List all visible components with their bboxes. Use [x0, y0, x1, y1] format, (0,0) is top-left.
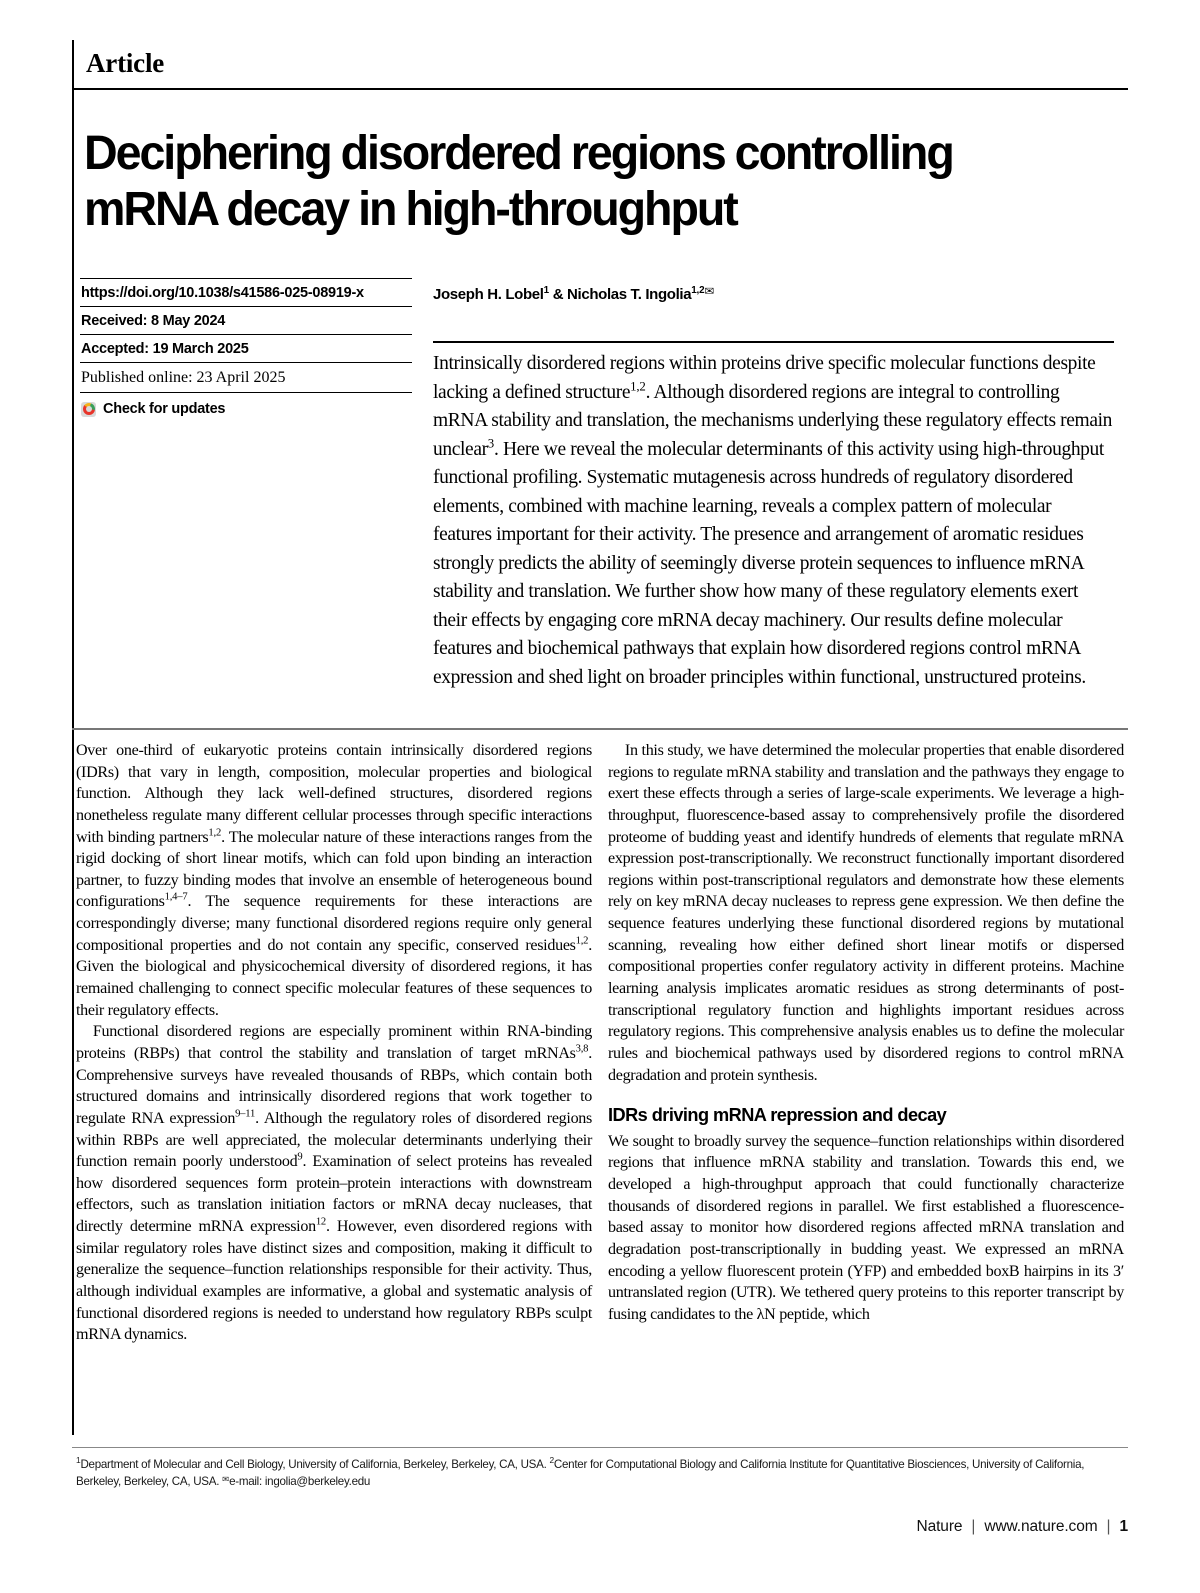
- text-c: . The sequence requirements for these interactions are correspondingly diverse; many functional disordered regions require only general compositional properties and do not contain any specific, conserved residues: [76, 893, 592, 954]
- affiliation-1: Department of Molecular and Cell Biology, University of California, Berkeley, Berkeley, CA, USA.: [80, 1458, 550, 1471]
- text-b: . Comprehensive surveys have revealed thousands of RBPs, which contain both structured domains and intrinsically disordered regions that work together to regulate RNA expression: [76, 1044, 592, 1127]
- check-for-updates-label: Check for updates: [103, 401, 226, 417]
- text-c: . Although the regulatory roles of disordered regions within RBPs are well appreciated, the molecular determinants underlying their function remain poorly understood: [76, 1109, 592, 1171]
- footnote-divider: [72, 1447, 1128, 1448]
- ref-9-11[interactable]: 9–11: [235, 1108, 256, 1120]
- text-b: . The molecular nature of these interactions ranges from the rigid docking of short linear motifs, which can fold upon binding an interaction partner, to fuzzy binding modes that involve an ensemble of heterogeneous bound configurations: [76, 828, 592, 911]
- ref-1-4-7[interactable]: 1,4–7: [164, 892, 188, 904]
- affiliations-footnote: [76, 1456, 1128, 1490]
- text-e: . However, even disordered regions with similar regulatory roles have distinct sizes and composition, making it difficult to generalize the sequence–function relationships responsible for their activity. Thus, although individual examples are informative, a global and systematic analysis of functional disordered regions is needed to understand how regulatory RBPs sculpt mRNA dynamics.: [76, 1218, 593, 1344]
- abstract-text-a: Intrinsically disordered regions within proteins drive specific molecular functions despite lacking a defined structure: [433, 353, 1096, 403]
- author-conjunction: & Nicholas T. Ingolia: [548, 286, 692, 303]
- abstract-text-c: . Here we reveal the molecular determinants of this activity using high-throughput functional profiling. Systematic mutagenesis across hundreds of regulatory disordered elements, combined with machine learning, reveals a complex pattern of molecular features important for their activity. The presence and arrangement of aromatic residues strongly predicts the ability of seemingly diverse protein sequences to influence mRNA stability and translation. We further show how many of these regulatory elements exert their effects by engaging core mRNA decay machinery. Our results define molecular features and biochemical pathways that explain how disordered regions control mRNA expression and shed light on broader principles within functional, unstructured proteins.: [433, 438, 1104, 688]
- footer-separator: |: [971, 1518, 976, 1535]
- paragraph-study-overview: In this study, we have determined the molecular properties that enable disordered regions to regulate mRNA stability and translation and the pathways they engage to exert these effects through a series of large-scale experiments. We leverage a high-throughput, fluorescence-based assay to comprehensively profile the disordered proteome of budding yeast and identify hundreds of elements that regulate mRNA expression post-transcriptionally. We reconstruct functionally important disordered regions within post-transcriptional regulators and demonstrate how these elements rely on key mRNA decay nucleases to repress gene expression. We then define the sequence features underlying these functional disordered regions by mutational scanning, revealing how either defined short linear motifs or dispersed compositional properties confer regulatory activity in different proteins. Machine learning analysis implicates aromatic residues as strong determinants of post-transcriptional regulatory function and highlights important residues across regulatory regions. This comprehensive analysis enables us to define the molecular rules and biochemical pathways used by disordered regions to control mRNA degradation and protein synthesis.: [608, 742, 1124, 1084]
- body-divider: [72, 728, 1128, 730]
- ref-1-2[interactable]: 1,2: [208, 827, 222, 839]
- paragraph-idrs-1: We sought to broadly survey the sequence–function relationships within disordered regions that influence mRNA stability and translation. Towards this end, we developed a high-throughput approach that could functionally characterize thousands of disordered regions in parallel. We first established a fluorescence-based assay to monitor how disordered regions affected mRNA translation and degradation post-transcriptionally in budding yeast. We expressed an mRNA encoding a yellow fluorescent protein (YFP) and embedded boxB hairpins in its 3′ untranslated region (UTR). We tethered query proteins to this reporter transcript by fusing candidates to the λN peptide, which: [608, 1132, 1124, 1323]
- abstract: [433, 350, 1114, 692]
- ref-3-8[interactable]: 3,8: [575, 1043, 589, 1055]
- email-envelope-icon: ✉: [222, 1474, 230, 1485]
- article-kicker: Article: [86, 48, 165, 78]
- article-metadata: [80, 278, 412, 422]
- ref-1-2-b[interactable]: 1,2: [575, 935, 589, 947]
- text-a: Functional disordered regions are especially prominent within RNA-binding proteins (RBPs) that control the stability and translation of target mRNAs: [76, 1023, 592, 1062]
- ref-9[interactable]: 9: [297, 1151, 303, 1163]
- abstract-text-b: . Although disordered regions are integral to controlling mRNA stability and translation, the mechanisms underlying these regulatory effects remain unclear: [433, 381, 1113, 460]
- footer-journal-name: Nature: [916, 1518, 963, 1535]
- page-title: Deciphering disordered regions controlling mRNA decay in high-throughput: [84, 127, 953, 236]
- author-first-affiliation: 1: [543, 285, 549, 296]
- check-for-updates-button[interactable]: [80, 393, 412, 422]
- published-date: Published online: 23 April 2025: [81, 369, 286, 386]
- page-spine-rule: [72, 40, 74, 1435]
- paragraph-intro-1: [76, 740, 592, 1021]
- affiliation-marker-2: 2: [549, 1455, 554, 1466]
- crossmark-icon: [81, 402, 96, 417]
- affiliation-marker-1: 1: [76, 1455, 81, 1466]
- footer-website[interactable]: www.nature.com: [984, 1518, 1098, 1535]
- affiliation-2: Center for Computational Biology and California Institute for Quantitative Biosciences, University of California, Berkeley, Berkeley, CA, USA.: [76, 1458, 1085, 1489]
- received-date: Received: 8 May 2024: [81, 313, 226, 329]
- page-footer: [916, 1518, 1128, 1536]
- corresponding-email[interactable]: e-mail: ingolia@berkeley.edu: [229, 1475, 371, 1489]
- author-list: [433, 286, 714, 303]
- body-column-right: [608, 740, 1124, 1325]
- footer-separator: |: [1106, 1518, 1111, 1535]
- abstract-ref-1[interactable]: 1,2: [630, 377, 646, 393]
- doi-link[interactable]: https://doi.org/10.1038/s41586-025-08919-x: [81, 285, 364, 301]
- author-first: Joseph H. Lobel: [433, 286, 544, 303]
- corresponding-author-envelope-icon[interactable]: ✉: [704, 284, 715, 298]
- ref-12[interactable]: 12: [315, 1216, 327, 1228]
- body-column-left: [76, 740, 592, 1346]
- text-d: . Given the biological and physicochemical diversity of disordered regions, it has remained challenging to connect specific molecular features of these sequences to their regulatory effects.: [76, 936, 592, 1019]
- accepted-date: Accepted: 19 March 2025: [81, 341, 249, 357]
- text-a: Over one-third of eukaryotic proteins contain intrinsically disordered regions (IDRs) that vary in length, composition, molecular properties and biological function. Although they lack well-defined structures, disordered regions nonetheless regulate many different cellular processes through specific interactions with binding partners: [76, 742, 592, 846]
- abstract-divider: [433, 341, 1114, 343]
- author-second-affiliation: 1,2: [691, 285, 705, 296]
- paragraph-intro-2: [76, 1021, 592, 1346]
- text-d: . Examination of select proteins has revealed how disordered sequences form protein–protein interactions with downstream effectors, such as translation initiation factors or mRNA decay nucleases, that directly determine mRNA expression: [76, 1153, 592, 1236]
- abstract-ref-2[interactable]: 3: [487, 434, 494, 450]
- kicker-divider: [72, 88, 1128, 90]
- section-heading-idrs: IDRs driving mRNA repression and decay: [608, 1105, 947, 1126]
- footer-page-number: 1: [1119, 1518, 1128, 1535]
